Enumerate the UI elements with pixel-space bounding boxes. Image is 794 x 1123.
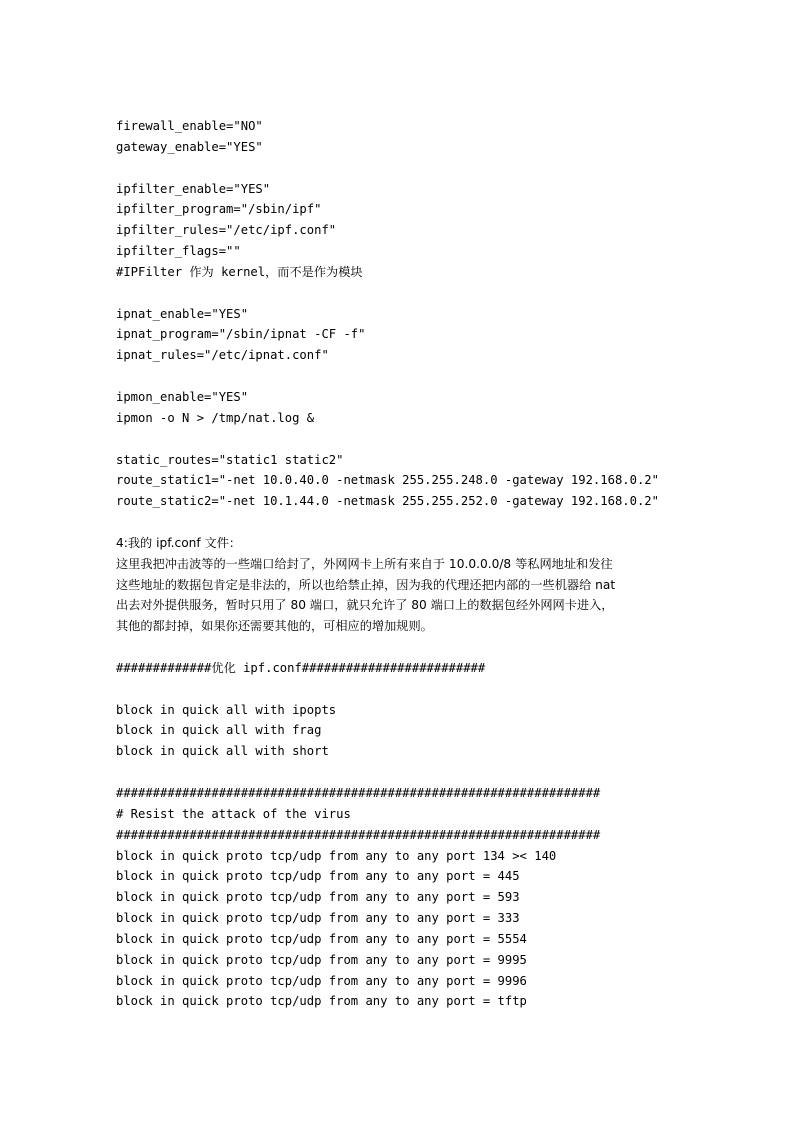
blank-line <box>116 158 696 179</box>
config-line: ipfilter_rules="/etc/ipf.conf" <box>116 223 337 238</box>
rule-line: block in quick proto tcp/udp from any to any port = 9995 <box>116 952 527 967</box>
rule-line: block in quick proto tcp/udp from any to any port = 445 <box>116 869 520 884</box>
paragraph-line: 这些地址的数据包肯定是非法的，所以也给禁止掉，因为我的代理还把内部的一些机器给 nat <box>116 577 616 592</box>
config-line: route_static2="-net 10.1.44.0 -netmask 255.255.252.0 -gateway 192.168.0.2" <box>116 494 659 509</box>
config-line: firewall_enable="NO" <box>116 119 263 133</box>
rule-line: block in quick proto tcp/udp from any to any port = 593 <box>116 890 520 905</box>
rule-line: block in quick proto tcp/udp from any to any port = 333 <box>116 911 520 926</box>
blank-line <box>116 512 696 533</box>
config-line: ipmon_enable="YES" <box>116 389 249 404</box>
config-line: ipnat_enable="YES" <box>116 306 249 321</box>
blank-line <box>116 679 696 700</box>
config-line: ipfilter_program="/sbin/ipf" <box>116 202 322 217</box>
rule-line: block in quick proto tcp/udp from any to any port = tftp <box>116 994 527 1009</box>
config-line: ipnat_rules="/etc/ipnat.conf" <box>116 348 329 363</box>
section-heading: 4:我的 ipf.conf 文件： <box>116 535 242 550</box>
blank-line <box>116 637 696 658</box>
config-line: ipnat_program="/sbin/ipnat -CF -f" <box>116 327 366 342</box>
config-line: gateway_enable="YES" <box>116 139 263 154</box>
config-line: ipfilter_enable="YES" <box>116 181 271 196</box>
rule-line: block in quick proto tcp/udp from any to any port = 9996 <box>116 973 527 988</box>
comment-line: #IPFilter 作为 kernel，而不是作为模块 <box>116 264 363 279</box>
rule-line: block in quick all with frag <box>116 723 322 738</box>
separator-line: ################################################################## <box>116 786 601 800</box>
paragraph-line: 这里我把冲击波等的一些端口给封了，外网网卡上所有来自于 10.0.0.0/8 等私网地址和发往 <box>116 556 613 571</box>
blank-line <box>116 283 696 304</box>
rule-line: block in quick all with short <box>116 744 329 759</box>
config-line: route_static1="-net 10.0.40.0 -netmask 255.255.248.0 -gateway 192.168.0.2" <box>116 473 659 488</box>
rule-line: block in quick proto tcp/udp from any to any port = 5554 <box>116 931 527 946</box>
blank-line <box>116 429 696 450</box>
blank-line <box>116 762 696 783</box>
rule-line: block in quick all with ipopts <box>116 702 337 717</box>
separator-line: ################################################################## <box>116 827 601 842</box>
blank-line <box>116 366 696 387</box>
command-line: ipmon -o N > /tmp/nat.log & <box>116 410 315 425</box>
paragraph-line: 其他的都封掉，如果你还需要其他的，可相应的增加规则。 <box>116 619 433 634</box>
rule-line: block in quick proto tcp/udp from any to any port 134 >< 140 <box>116 848 557 863</box>
document-body <box>116 116 696 1012</box>
comment-line: # Resist the attack of the virus <box>116 806 351 821</box>
config-line: static_routes="static1 static2" <box>116 452 344 467</box>
rule-section-header: #############优化 ipf.conf######################### <box>116 660 486 675</box>
config-line: ipfilter_flags="" <box>116 244 241 259</box>
paragraph-line: 出去对外提供服务，暂时只用了 80 端口，就只允许了 80 端口上的数据包经外网网卡进入， <box>116 598 614 613</box>
